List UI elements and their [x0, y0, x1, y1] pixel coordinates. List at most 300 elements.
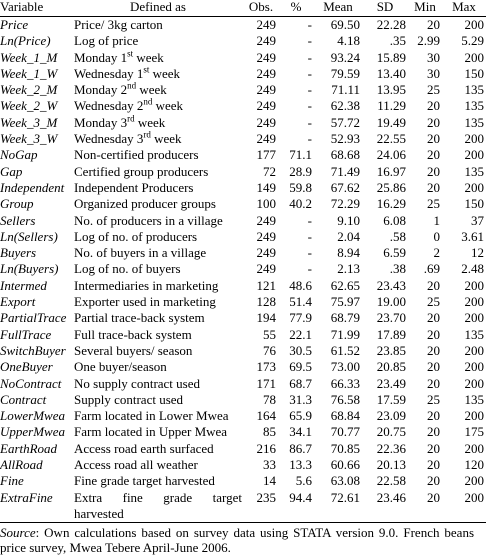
cell-mean: 75.97: [330, 294, 360, 310]
table-row: [0, 376, 486, 392]
cell-min: 20: [427, 17, 440, 32]
definition-text: Log of price: [74, 33, 139, 49]
cell-obs: 249: [256, 212, 276, 228]
header-mean: Mean: [323, 0, 353, 14]
cell-min: 20: [427, 440, 440, 456]
cell-max: 2.48: [461, 261, 484, 277]
cell-variable: Export: [0, 294, 36, 310]
table-row: [0, 441, 486, 457]
cell-sd: 17.89: [376, 326, 406, 342]
cell-variable: Independent: [0, 179, 65, 195]
cell-max: 200: [464, 179, 484, 195]
cell-max: 135: [464, 163, 484, 179]
cell-definition: [72, 441, 244, 457]
definition-text: No. of producers in a village: [74, 212, 223, 228]
source-label: Source: [0, 524, 36, 540]
cell-max: 37: [471, 212, 484, 228]
cell-variable: Price: [0, 17, 29, 32]
cell-percent: 86.7: [289, 440, 312, 456]
cell-percent: -: [307, 65, 312, 81]
cell-definition: [72, 82, 244, 98]
cell-mean: 60.66: [330, 457, 360, 473]
cell-variable: LowerMwea: [0, 408, 65, 424]
cell-max: 200: [464, 342, 484, 358]
cell-definition: [72, 164, 244, 180]
definition-text: Access road earth surfaced: [74, 440, 214, 456]
cell-min: 1: [433, 212, 440, 228]
cell-definition: [72, 376, 244, 392]
definition-text: Price/ 3kg carton: [74, 17, 163, 32]
cell-max: 200: [464, 375, 484, 391]
cell-percent: 59.8: [289, 179, 312, 195]
cell-sd: 24.06: [376, 147, 406, 163]
cell-percent: 69.5: [289, 359, 312, 375]
table-row: [0, 98, 486, 114]
cell-definition: [72, 131, 244, 147]
cell-variable: OneBuyer: [0, 359, 53, 375]
definition-text: Intermediaries in marketing: [74, 277, 219, 293]
cell-min: 20: [427, 179, 440, 195]
cell-sd: 15.89: [376, 49, 406, 65]
table-row: [0, 294, 486, 310]
cell-sd: 22.58: [376, 473, 406, 489]
cell-variable: FullTrace: [0, 326, 52, 342]
cell-max: 150: [464, 65, 484, 81]
table-row: [0, 213, 486, 229]
cell-percent: 13.3: [289, 457, 312, 473]
cell-definition: [72, 196, 244, 212]
table-row: [0, 164, 486, 180]
cell-max: 135: [464, 82, 484, 98]
cell-min: 20: [427, 342, 440, 358]
cell-mean: 76.58: [330, 391, 360, 407]
cell-variable: Fine: [0, 473, 24, 489]
cell-obs: 249: [256, 17, 276, 32]
table-row: [0, 490, 486, 523]
table-row: [0, 327, 486, 343]
cell-max: 135: [464, 114, 484, 130]
cell-variable: Gap: [0, 163, 23, 179]
cell-variable: PartialTrace: [0, 310, 67, 326]
cell-definition: [72, 50, 244, 66]
cell-sd: 17.59: [376, 391, 406, 407]
cell-mean: 9.10: [337, 212, 360, 228]
cell-mean: 72.61: [330, 489, 360, 505]
table-row: [0, 131, 486, 147]
cell-max: 200: [464, 131, 484, 147]
ordinal-suffix: rd: [127, 113, 135, 124]
cell-min: 20: [427, 424, 440, 440]
cell-max: 200: [464, 294, 484, 310]
table-row: [0, 359, 486, 375]
cell-variable: AllRoad: [0, 457, 43, 473]
definition-text: Organized producer groups: [74, 196, 216, 212]
cell-sd: .58: [389, 228, 406, 244]
cell-variable: UpperMwea: [0, 424, 65, 440]
definition-text: Independent Producers: [74, 179, 194, 195]
cell-obs: 177: [256, 147, 276, 163]
cell-mean: 63.08: [330, 473, 360, 489]
cell-variable: SwitchBuyer: [0, 342, 66, 358]
cell-obs: 171: [256, 375, 276, 391]
cell-obs: 55: [263, 326, 276, 342]
cell-definition: [72, 115, 244, 131]
definition-text: No. of buyers in a village: [74, 245, 207, 261]
cell-mean: 93.24: [330, 49, 360, 65]
cell-variable: Ln(Sellers): [0, 228, 58, 244]
cell-percent: -: [307, 98, 312, 114]
cell-min: 25: [427, 391, 440, 407]
cell-min: 20: [427, 473, 440, 489]
cell-sd: 20.75: [376, 424, 406, 440]
definition-text: Log of no. of producers: [74, 228, 198, 244]
cell-obs: 85: [263, 424, 276, 440]
cell-definition: [72, 392, 244, 408]
table-row: [0, 261, 486, 277]
cell-mean: 66.33: [330, 375, 360, 391]
definition-text: Wednesday 2: [74, 98, 144, 114]
cell-obs: 173: [256, 359, 276, 375]
cell-definition: [72, 66, 244, 82]
cell-min: 20: [427, 98, 440, 114]
header-variable: Variable: [0, 0, 44, 14]
definition-text: No supply contract used: [74, 375, 201, 391]
cell-variable: Intermed: [0, 277, 47, 293]
cell-mean: 67.62: [330, 179, 360, 195]
definition-text: Wednesday 3: [74, 131, 144, 147]
cell-sd: 22.36: [376, 440, 406, 456]
cell-mean: 62.65: [330, 277, 360, 293]
definition-text: Partial trace-back system: [74, 310, 205, 326]
cell-obs: 249: [256, 261, 276, 277]
cell-max: 200: [464, 408, 484, 424]
table-row: [0, 33, 486, 49]
cell-mean: 2.13: [337, 261, 360, 277]
cell-percent: -: [307, 49, 312, 65]
header-min: Min: [414, 0, 436, 14]
cell-mean: 68.84: [330, 408, 360, 424]
header-defined-as: Defined as: [130, 0, 186, 14]
cell-sd: 6.59: [383, 245, 406, 261]
cell-max: 200: [464, 17, 484, 32]
cell-min: 2: [433, 245, 440, 261]
table-row: [0, 457, 486, 473]
cell-mean: 62.38: [330, 98, 360, 114]
cell-definition: [72, 213, 244, 229]
ordinal-suffix: nd: [143, 97, 153, 108]
cell-sd: 23.70: [376, 310, 406, 326]
header-sd: SD: [376, 0, 394, 14]
cell-max: 135: [464, 391, 484, 407]
cell-mean: 71.11: [331, 82, 360, 98]
table-header: [0, 0, 486, 17]
definition-text: Log of no. of buyers: [74, 261, 181, 277]
cell-definition: [72, 294, 244, 310]
definition-text: Several buyers/ season: [74, 342, 193, 358]
cell-obs: 235: [256, 489, 276, 505]
cell-obs: 249: [256, 114, 276, 130]
cell-sd: 25.86: [376, 179, 406, 195]
cell-obs: 249: [256, 98, 276, 114]
table-row: [0, 343, 486, 359]
cell-variable: Buyers: [0, 245, 37, 261]
cell-percent: 34.1: [289, 424, 312, 440]
cell-obs: 14: [263, 473, 276, 489]
table-row: [0, 392, 486, 408]
cell-definition: [72, 457, 244, 473]
cell-definition: [72, 261, 244, 277]
definition-text: Monday 2: [74, 82, 128, 98]
cell-percent: 65.9: [289, 408, 312, 424]
cell-percent: 68.7: [289, 375, 312, 391]
cell-percent: -: [307, 261, 312, 277]
cell-obs: 164: [256, 408, 276, 424]
cell-obs: 33: [263, 457, 276, 473]
definition-text-tail: week: [136, 82, 167, 98]
cell-mean: 72.29: [330, 196, 360, 212]
cell-max: 135: [464, 326, 484, 342]
cell-obs: 194: [256, 310, 276, 326]
cell-variable: ExtraFine: [0, 489, 53, 505]
cell-obs: 78: [263, 391, 276, 407]
cell-percent: -: [307, 82, 312, 98]
definition-text: Farm located in Lower Mwea: [74, 408, 229, 424]
cell-obs: 249: [256, 33, 276, 49]
table-row: [0, 278, 486, 294]
cell-percent: -: [307, 131, 312, 147]
cell-mean: 68.79: [330, 310, 360, 326]
source-note: [0, 523, 474, 556]
cell-min: 20: [427, 489, 440, 505]
cell-percent: 5.6: [295, 473, 312, 489]
cell-max: 200: [464, 473, 484, 489]
cell-sd: .38: [389, 261, 406, 277]
cell-variable: Sellers: [0, 212, 36, 228]
cell-sd: 6.08: [383, 212, 406, 228]
cell-definition: [72, 343, 244, 359]
cell-percent: -: [307, 245, 312, 261]
cell-percent: 30.5: [289, 342, 312, 358]
cell-sd: 23.46: [376, 489, 406, 505]
cell-percent: 48.6: [289, 277, 312, 293]
cell-obs: 249: [256, 131, 276, 147]
definition-text-tail: week: [150, 131, 182, 147]
cell-mean: 71.99: [330, 326, 360, 342]
definition-text-tail: week: [152, 98, 184, 114]
cell-obs: 216: [256, 440, 276, 456]
cell-min: 20: [427, 359, 440, 375]
table-row: [0, 50, 486, 66]
cell-min: 20: [427, 131, 440, 147]
cell-min: .69: [423, 261, 440, 277]
cell-min: 20: [427, 457, 440, 473]
cell-variable: Ln(Price): [0, 33, 51, 49]
table-row: [0, 115, 486, 131]
cell-percent: -: [307, 228, 312, 244]
cell-mean: 52.93: [330, 131, 360, 147]
cell-sd: 22.28: [376, 17, 406, 32]
cell-obs: 249: [256, 245, 276, 261]
definition-text-tail: week: [134, 114, 166, 130]
cell-definition: [72, 33, 244, 49]
definition-text-tail: week: [149, 65, 181, 81]
cell-variable: Week_3_M: [0, 114, 58, 130]
table-row: [0, 196, 486, 212]
cell-obs: 149: [256, 179, 276, 195]
header-max: Max: [452, 0, 476, 14]
cell-sd: .35: [389, 33, 406, 49]
table-row: [0, 229, 486, 245]
cell-definition: [72, 490, 244, 523]
cell-max: 135: [464, 98, 484, 114]
cell-sd: 20.85: [376, 359, 406, 375]
cell-mean: 2.04: [337, 228, 360, 244]
cell-definition: [72, 180, 244, 196]
table-row: [0, 473, 486, 489]
cell-obs: 128: [256, 294, 276, 310]
cell-sd: 19.00: [376, 294, 406, 310]
definition-text: Monday 1: [74, 49, 128, 65]
cell-obs: 249: [256, 49, 276, 65]
cell-percent: -: [307, 114, 312, 130]
cell-sd: 22.55: [376, 131, 406, 147]
cell-definition: [72, 229, 244, 245]
definition-text: One buyer/season: [74, 359, 167, 375]
table-row: [0, 310, 486, 326]
cell-sd: 20.13: [376, 457, 406, 473]
cell-max: 200: [464, 277, 484, 293]
table-row: [0, 147, 486, 163]
cell-max: 200: [464, 147, 484, 163]
table-row: [0, 66, 486, 82]
cell-definition: [72, 147, 244, 163]
cell-min: 25: [427, 294, 440, 310]
definition-text: Exporter used in marketing: [74, 294, 216, 310]
cell-obs: 121: [256, 277, 276, 293]
cell-mean: 4.18: [337, 33, 360, 49]
cell-max: 120: [464, 457, 484, 473]
cell-min: 0: [433, 228, 440, 244]
cell-min: 20: [427, 277, 440, 293]
cell-mean: 70.85: [330, 440, 360, 456]
cell-sd: 13.95: [376, 82, 406, 98]
ordinal-suffix: st: [127, 48, 134, 59]
cell-variable: Week_1_M: [0, 49, 58, 65]
cell-min: 20: [427, 310, 440, 326]
cell-variable: NoContract: [0, 375, 62, 391]
cell-obs: 249: [256, 65, 276, 81]
cell-percent: 94.4: [289, 489, 312, 505]
cell-definition: [72, 98, 244, 114]
table-row: [0, 424, 486, 440]
cell-max: 200: [464, 440, 484, 456]
cell-sd: 23.09: [376, 408, 406, 424]
cell-mean: 69.50: [330, 17, 360, 32]
cell-sd: 16.97: [376, 163, 406, 179]
cell-min: 30: [427, 49, 440, 65]
cell-min: 20: [427, 147, 440, 163]
cell-definition: [72, 327, 244, 343]
definition-text: Full trace-back system: [74, 326, 192, 342]
cell-definition: [72, 359, 244, 375]
cell-mean: 8.94: [337, 245, 360, 261]
cell-definition: [72, 17, 244, 34]
cell-sd: 11.29: [377, 98, 406, 114]
definition-text: Fine grade target harvested: [74, 473, 215, 489]
cell-variable: EarthRoad: [0, 440, 58, 456]
definition-text: Non-certified producers: [74, 147, 199, 163]
cell-percent: 28.9: [289, 163, 312, 179]
cell-sd: 23.49: [376, 375, 406, 391]
cell-definition: [72, 408, 244, 424]
definition-text: Farm located in Upper Mwea: [74, 424, 228, 440]
table-row: [0, 408, 486, 424]
cell-mean: 71.49: [330, 163, 360, 179]
definition-text: Access road all weather: [74, 457, 198, 473]
cell-sd: 23.85: [376, 342, 406, 358]
cell-max: 5.29: [461, 33, 484, 49]
cell-max: 3.61: [461, 228, 484, 244]
definition-text: Supply contract used: [74, 391, 184, 407]
cell-definition: [72, 245, 244, 261]
cell-obs: 76: [263, 342, 276, 358]
cell-percent: 77.9: [289, 310, 312, 326]
cell-mean: 79.59: [330, 65, 360, 81]
cell-max: 200: [464, 310, 484, 326]
cell-min: 20: [427, 375, 440, 391]
cell-percent: 31.3: [289, 391, 312, 407]
definition-text-tail: week: [133, 49, 164, 65]
cell-max: 150: [464, 196, 484, 212]
definition-text: Certified group producers: [74, 163, 209, 179]
cell-min: 20: [427, 408, 440, 424]
cell-percent: 51.4: [289, 294, 312, 310]
cell-percent: 71.1: [289, 147, 312, 163]
cell-obs: 249: [256, 82, 276, 98]
cell-percent: 22.1: [289, 326, 312, 342]
cell-min: 30: [427, 65, 440, 81]
cell-variable: Contract: [0, 391, 47, 407]
cell-max: 200: [464, 359, 484, 375]
ordinal-suffix: st: [143, 64, 150, 75]
cell-min: 25: [427, 196, 440, 212]
cell-variable: NoGap: [0, 147, 38, 163]
cell-max: 200: [464, 489, 484, 505]
cell-max: 12: [471, 245, 484, 261]
cell-max: 200: [464, 49, 484, 65]
header-obs: Obs.: [248, 0, 274, 14]
cell-variable: Week_3_W: [0, 131, 58, 147]
cell-definition: [72, 424, 244, 440]
table-body: [0, 17, 486, 523]
definition-text: Monday 3: [74, 114, 128, 130]
cell-max: 175: [464, 424, 484, 440]
cell-min: 25: [427, 82, 440, 98]
ordinal-suffix: rd: [143, 129, 151, 140]
header-row: [0, 0, 486, 17]
cell-variable: Week_2_W: [0, 98, 58, 114]
cell-definition: [72, 473, 244, 489]
cell-sd: 13.40: [376, 65, 406, 81]
cell-min: 20: [427, 114, 440, 130]
source-text: : Own calculations based on survey data using STATA version 9.0. French beans price survey, Mwea Tebere April-June 2006.: [0, 524, 474, 556]
cell-variable: Ln(Buyers): [0, 261, 59, 277]
cell-sd: 23.43: [376, 277, 406, 293]
cell-definition: [72, 278, 244, 294]
cell-obs: 100: [256, 196, 276, 212]
cell-mean: 73.00: [330, 359, 360, 375]
cell-mean: 57.72: [330, 114, 360, 130]
